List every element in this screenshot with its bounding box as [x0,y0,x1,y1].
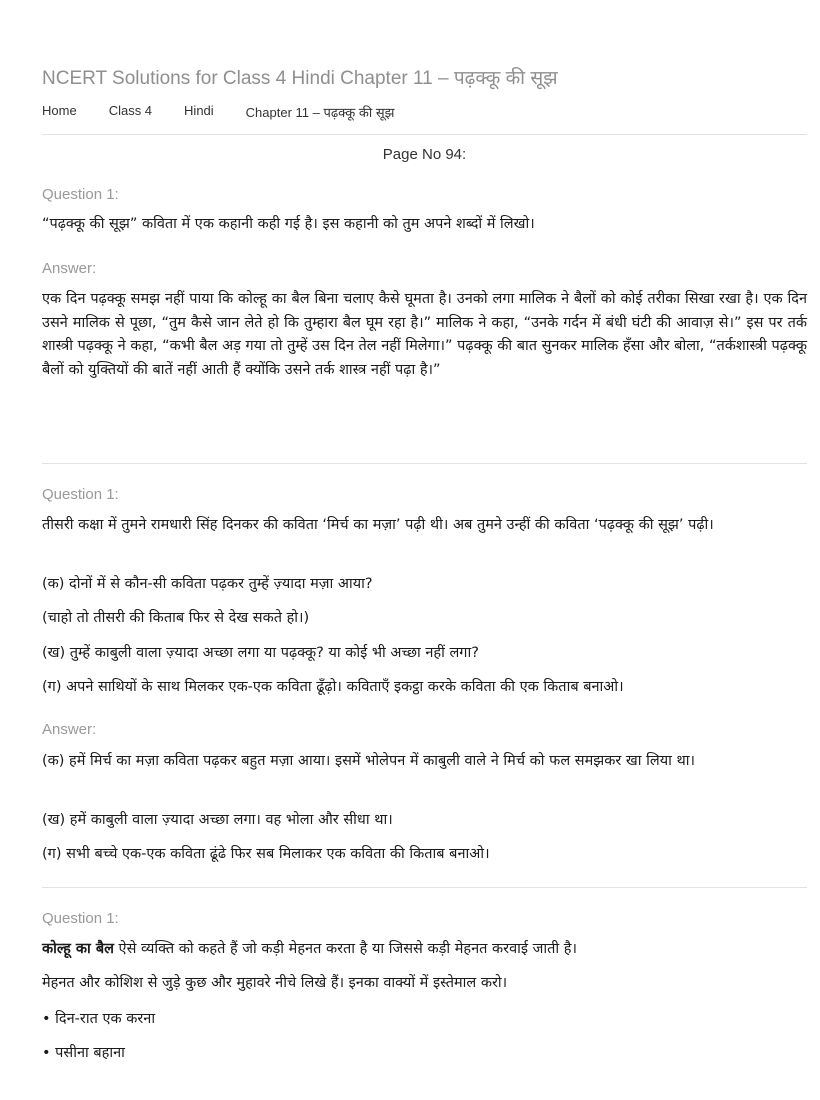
question-text [42,938,807,961]
question-part-ka: (क) दोनों में से कौन-सी कविता पढ़कर तुम्हें ज़्यादा मज़ा आया? [42,576,373,592]
question-text: “पढ़क्कू की सूझ” कविता में एक कहानी कही गई है। इस कहानी को तुम अपने शब्दों में लिखो। [42,216,535,232]
answer-label: Answer: [42,721,97,738]
question-label: Question 1: [42,486,119,503]
divider [42,134,807,135]
question-part-ga: (ग) अपने साथियों के साथ मिलकर एक-एक कविता ढूँढ़ो। कविताएँ इकट्ठा करके कविता की एक किताब बनाओ। [42,679,624,695]
breadcrumb [42,103,426,121]
breadcrumb-hindi[interactable]: Hindi [184,103,214,118]
question-part-kha: (ख) तुम्हें काबुली वाला ज़्यादा अच्छा लगा या पढ़क्कू? या कोई भी अच्छा नहीं लगा? [42,645,479,661]
answer-text: एक दिन पढ़क्कू समझ नहीं पाया कि कोल्हू का बैल बिना चलाए कैसे घूमता है। उनको लगा मालिक ने बैलों को कोई तरीका सिखा रखा है। एक दिन उसने मालिक से पूछा, “तुम कैसे जान लेते हो कि तुम्हारा बैल घूम रहा है।” मालिक ने कहा, “उनके गर्दन में बंधी घंटी की आवाज़ से।” इस पर तर्क शास्त्री पढ़क्कू ने कहा, “कभी बैल अड़ गया तो तुम्हें उस दिन तेल नहीं मिलेगा।” पढ़क्कू की बात सुनकर मालिक हँसा और बोला, “तर्कशास्त्री पढ़क्कू बैलों को युक्तियों की बातें नहीं आती हैं क्योंकि उसने तर्क शास्त्र नहीं पढ़ा है।” [42,291,807,378]
question-text: तीसरी कक्षा में तुमने रामधारी सिंह दिनकर की कविता ‘मिर्च का मज़ा’ पढ़ी थी। अब तुमने उन्हीं की कविता ‘पढ़क्कू की सूझ’ पढ़ी। [42,517,714,533]
breadcrumb-chapter[interactable]: Chapter 11 – पढ़क्कू की सूझ [245,105,395,120]
page-title: NCERT Solutions for Class 4 Hindi Chapter 11 – पढ़क्कू की सूझ [42,68,558,89]
breadcrumb-home[interactable]: Home [42,103,77,118]
answer-part-kha: (ख) हमें काबुली वाला ज़्यादा अच्छा लगा। वह भोला और सीधा था। [42,812,393,828]
question-label: Question 1: [42,186,119,203]
question-instruction: मेहनत और कोशिश से जुड़े कुछ और मुहावरे नीचे लिखे हैं। इनका वाक्यों में इस्तेमाल करो। [42,975,508,991]
answer-part-ga: (ग) सभी बच्चे एक-एक कविता ढूंढे फिर सब मिलाकर एक कविता की किताब बनाओ। [42,846,490,862]
divider [42,887,807,888]
answer-part-ka: (क) हमें मिर्च का मज़ा कविता पढ़कर बहुत मज़ा आया। इसमें भोलेपन में काबुली वाले ने मिर्च को फल समझकर खा लिया था। [42,753,695,769]
breadcrumb-class-4[interactable]: Class 4 [108,103,153,118]
answer-label: Answer: [42,260,97,277]
bold-phrase: कोल्हू का बैल [42,941,114,957]
question-label: Question 1: [42,910,119,927]
page-number: Page No 94: [382,146,467,163]
list-item: • पसीना बहाना [42,1045,125,1061]
question-note: (चाहो तो तीसरी की किताब फिर से देख सकते हो।) [42,610,310,626]
question-text-rest: ऐसे व्यक्ति को कहते हैं जो कड़ी मेहनत करता है या जिससे कड़ी मेहनत करवाई जाती है। [113,941,577,957]
divider [42,463,807,464]
list-item: • दिन-रात एक करना [42,1011,156,1027]
